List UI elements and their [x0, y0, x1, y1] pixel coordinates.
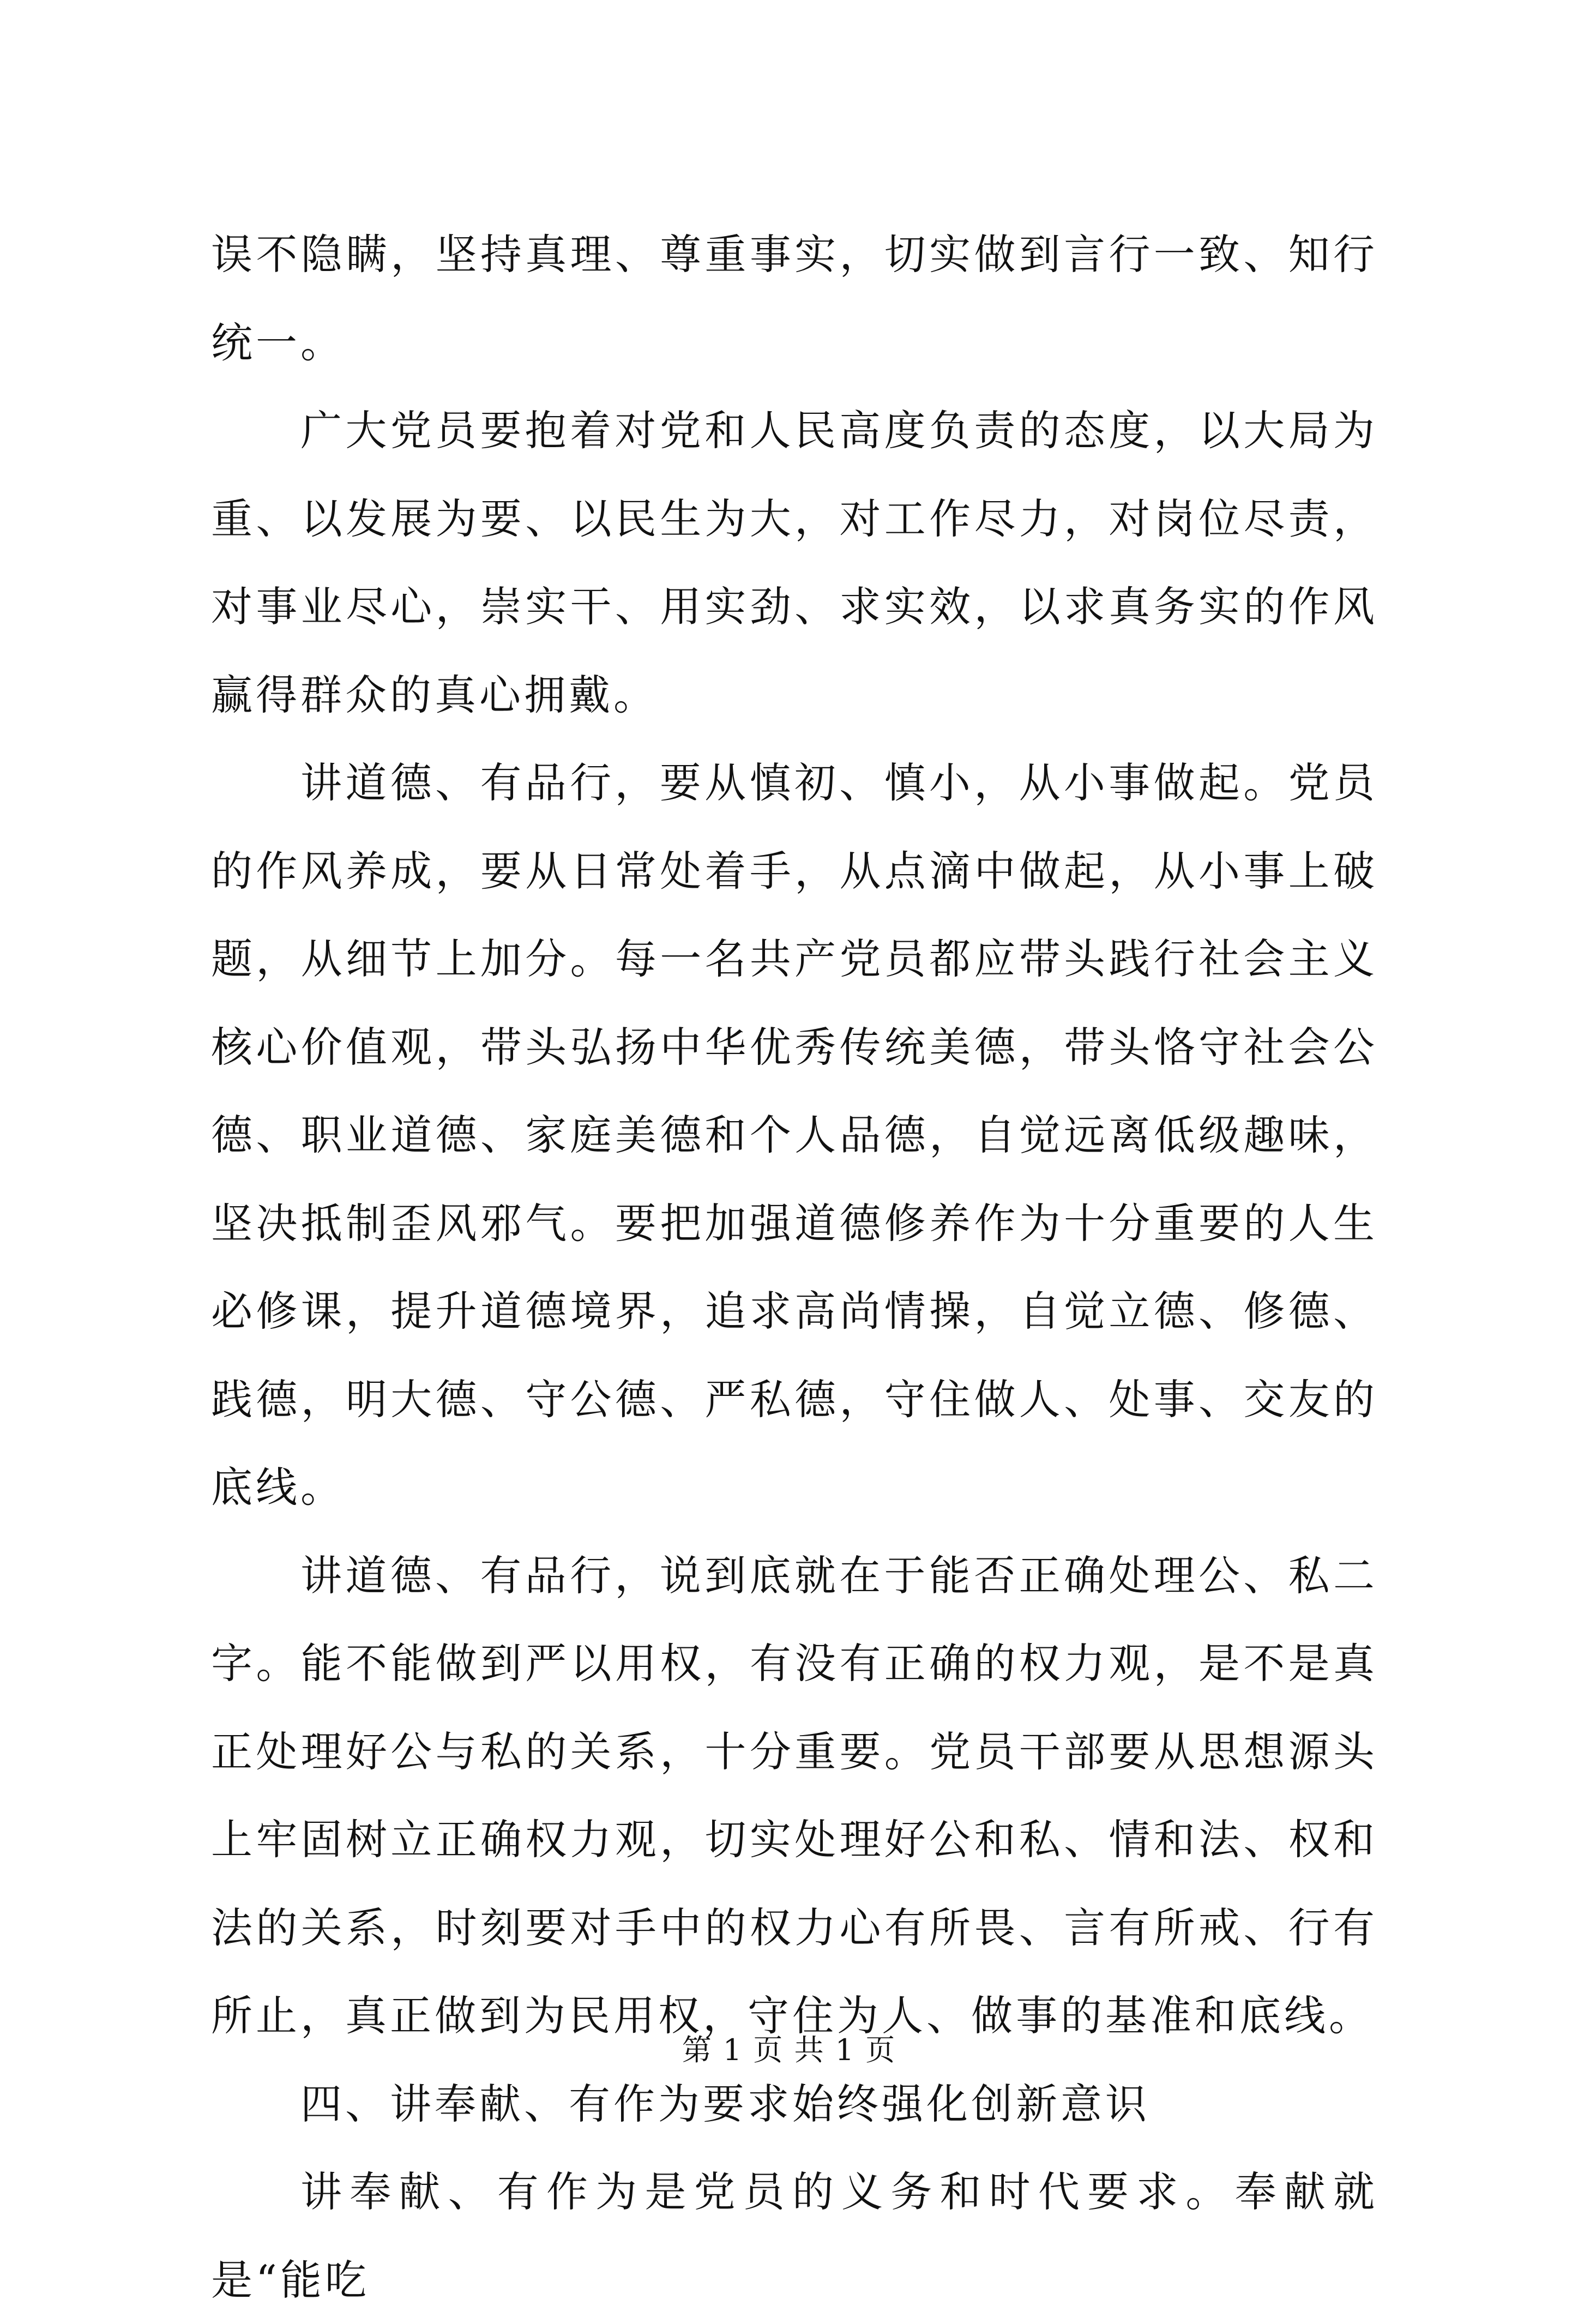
paragraph-4: 讲道德、有品行，说到底就在于能否正确处理公、私二字。能不能做到严以用权，有没有正确的权力观，是不是真正处理好公与私的关系，十分重要。党员干部要从思想源头上牢固树立正确权力观，切实处理好公和私、情和法、权和法的关系，时刻要对手中的权力心有所畏、言有所戒、行有所止，真正做到为民用权，守住为人、做事的基准和底线。	[211, 1551, 1378, 2040]
document-body	[211, 210, 1378, 2324]
paragraph-3: 讲道德、有品行，要从慎初、慎小，从小事做起。党员的作风养成，要从日常处着手，从点滴中做起，从小事上破题，从细节上加分。每一名共产党员都应带头践行社会主义核心价值观，带头弘扬中华优秀传统美德，带头恪守社会公德、职业道德、家庭美德和个人品德，自觉远离低级趣味，坚决抵制歪风邪气。要把加强道德修养作为十分重要的人生必修课，提升道德境界，追求高尚情操，自觉立德、修德、践德，明大德、守公德、严私德，守住做人、处事、交友的底线。	[211, 758, 1378, 1512]
section-heading-4: 四、讲奉献、有作为要求始终强化创新意识	[300, 2079, 1150, 2128]
paragraph-5: 讲奉献、有作为是党员的义务和时代要求。奉献就是“能吃	[211, 2168, 1378, 2304]
page-footer	[0, 2031, 1578, 2069]
paragraph-1: 误不隐瞒，坚持真理、尊重事实，切实做到言行一致、知行统一。	[211, 230, 1378, 367]
paragraph-2: 广大党员要抱着对党和人民高度负责的态度，以大局为重、以发展为要、以民生为大，对工作尽力，对岗位尽责，对事业尽心，崇实干、用实劲、求实效，以求真务实的作风赢得群众的真心拥戴。	[211, 406, 1378, 719]
page-number-label: 第 1 页 共 1 页	[682, 2033, 896, 2067]
